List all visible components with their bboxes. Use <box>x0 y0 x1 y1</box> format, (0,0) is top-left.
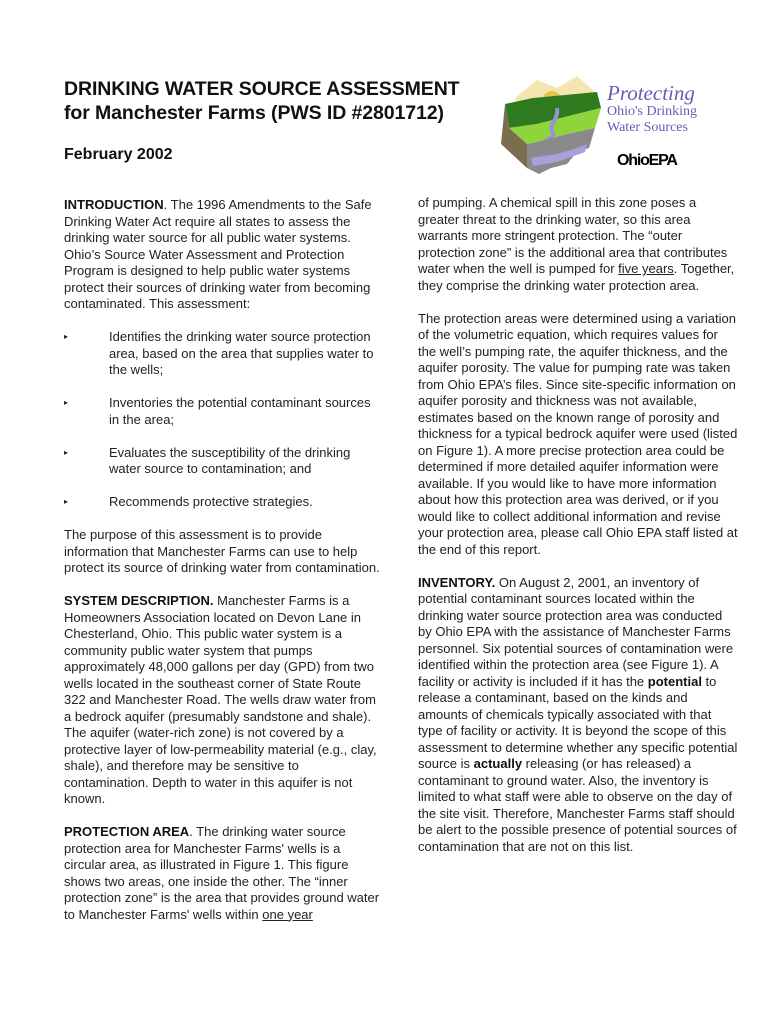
introduction-heading: INTRODUCTION <box>64 197 164 212</box>
list-item: ▸ Identifies the drinking water source protection area, based on the area that supplies water to the wells; <box>64 329 374 377</box>
assessment-bullet-list <box>64 329 384 511</box>
bullet-arrow-icon: ▸ <box>64 332 69 341</box>
system-description-paragraph: SYSTEM DESCRIPTION. Manchester Farms is a Homeowners Association located on Devon Lane in Chesterland, Ohio. This public water system is a community public water system that pumps approximately 48,000 gallons per day (GPD) from two wells located in the southeast corner of State Route 322 and Manchester Road. The wells draw water from a bedrock aquifer (presumably sandstone and shale). The aquifer (water-rich zone) is not covered by a protective layer of low-permeability material (e.g., clay, shale), and therefore may be sensitive to contamination. Depth to water in this aquifer is not known. <box>64 593 377 806</box>
list-item: ▸ Evaluates the susceptibility of the drinking water source to contamination; and <box>64 444 351 476</box>
five-years-emphasis: five years <box>618 261 674 276</box>
list-item: ▸ Recommends protective strategies. <box>64 494 313 509</box>
inventory-heading: INVENTORY. <box>418 574 496 590</box>
logo-tagline <box>607 82 697 136</box>
logo-line-3: Water Sources <box>607 120 688 135</box>
potential-emphasis: potential <box>647 673 702 689</box>
inventory-paragraph: INVENTORY. On August 2, 2001, an inventory of potential contaminant sources located within the drinking water source protection area was conducted by Ohio EPA with the assistance of Manchester Farms personnel. Six potential sources of contamination were identified within the protection area (see Figure 1). A facility or activity is included if it has the potential to release a contaminant, based on the kinds and amounts of chemicals typically associated with that type of facility or activity. It is beyond the scope of this assessment to determine whether any specific potential source is actually releasing (or has released) a contaminant to ground water. Also, the inventory is limited to what staff were able to observe on the day of the site visit. Therefore, Manchester Farms staff should be alert to the possible presence of potential sources of contamination that are not on this list. <box>418 574 738 854</box>
protection-area-heading: PROTECTION AREA <box>64 824 190 839</box>
protection-area-continued: of pumping. A chemical spill in this zone poses a greater threat to the drinking water, so this area warrants more stringent protection. The “outer protection zone” is the additional area that contributes water when the well is pumped for five years. Together, they comprise the drinking water protection area. <box>418 195 735 293</box>
one-year-emphasis: one year <box>262 906 313 922</box>
purpose-paragraph: The purpose of this assessment is to provide information that Manchester Farms can use to help protect its source of drinking water from contamination. <box>64 527 380 575</box>
introduction-paragraph: INTRODUCTION. The 1996 Amendments to the Safe Drinking Water Act require all states to assess the drinking water source for all public water systems. Ohio’s Source Water Assessment and Protection Program is designed to help public water systems protect their sources of drinking water from becoming contaminated. This assessment: <box>64 197 372 311</box>
bullet-arrow-icon: ▸ <box>64 398 69 407</box>
title-line-1: DRINKING WATER SOURCE ASSESSMENT <box>64 78 460 100</box>
right-column <box>418 195 738 872</box>
bullet-arrow-icon: ▸ <box>64 497 69 506</box>
document-date: February 2002 <box>64 146 173 163</box>
logo-line-2: Ohio's Drinking <box>607 104 698 119</box>
bullet-arrow-icon: ▸ <box>64 447 69 457</box>
document-title <box>64 77 460 125</box>
protection-method-paragraph: The protection areas were determined using a variation of the volumetric equation, which requires values for the well’s pumping rate, the aquifer thickness, and the aquifer porosity. The value for pumping rate was taken from Ohio EPA’s files. Since site-specific information on aquifer porosity and thickness was not available, estimates based on the known range of porosity and thickness for a typical bedrock aquifer were used (listed on Figure 1). A more precise protection area could be determined if more detailed aquifer information were available. If you would like to have more information about how this protection area was derived, or if you would like to collect additional information and revise your protection area, please call Ohio EPA staff listed at the end of this report. <box>418 310 738 557</box>
protection-area-paragraph: PROTECTION AREA. The drinking water source protection area for Manchester Farms' wells is a circular area, as illustrated in Figure 1. This figure shows two areas, one inside the other. The “inner protection zone” is the area that provides ground water to Manchester Farms' wells within one year <box>64 824 380 922</box>
list-item: ▸ Inventories the potential contaminant sources in the area; <box>64 395 371 427</box>
left-column <box>64 197 384 940</box>
system-description-heading: SYSTEM DESCRIPTION. <box>64 593 214 608</box>
logo-line-1: Protecting <box>607 81 695 105</box>
landscape-block-icon <box>497 68 602 178</box>
ohio-epa-wordmark: OhioEPA <box>617 152 677 169</box>
protecting-ohio-water-logo <box>497 68 727 186</box>
title-line-2: for Manchester Farms (PWS ID #2801712) <box>64 102 444 124</box>
actually-emphasis: actually <box>473 756 523 771</box>
